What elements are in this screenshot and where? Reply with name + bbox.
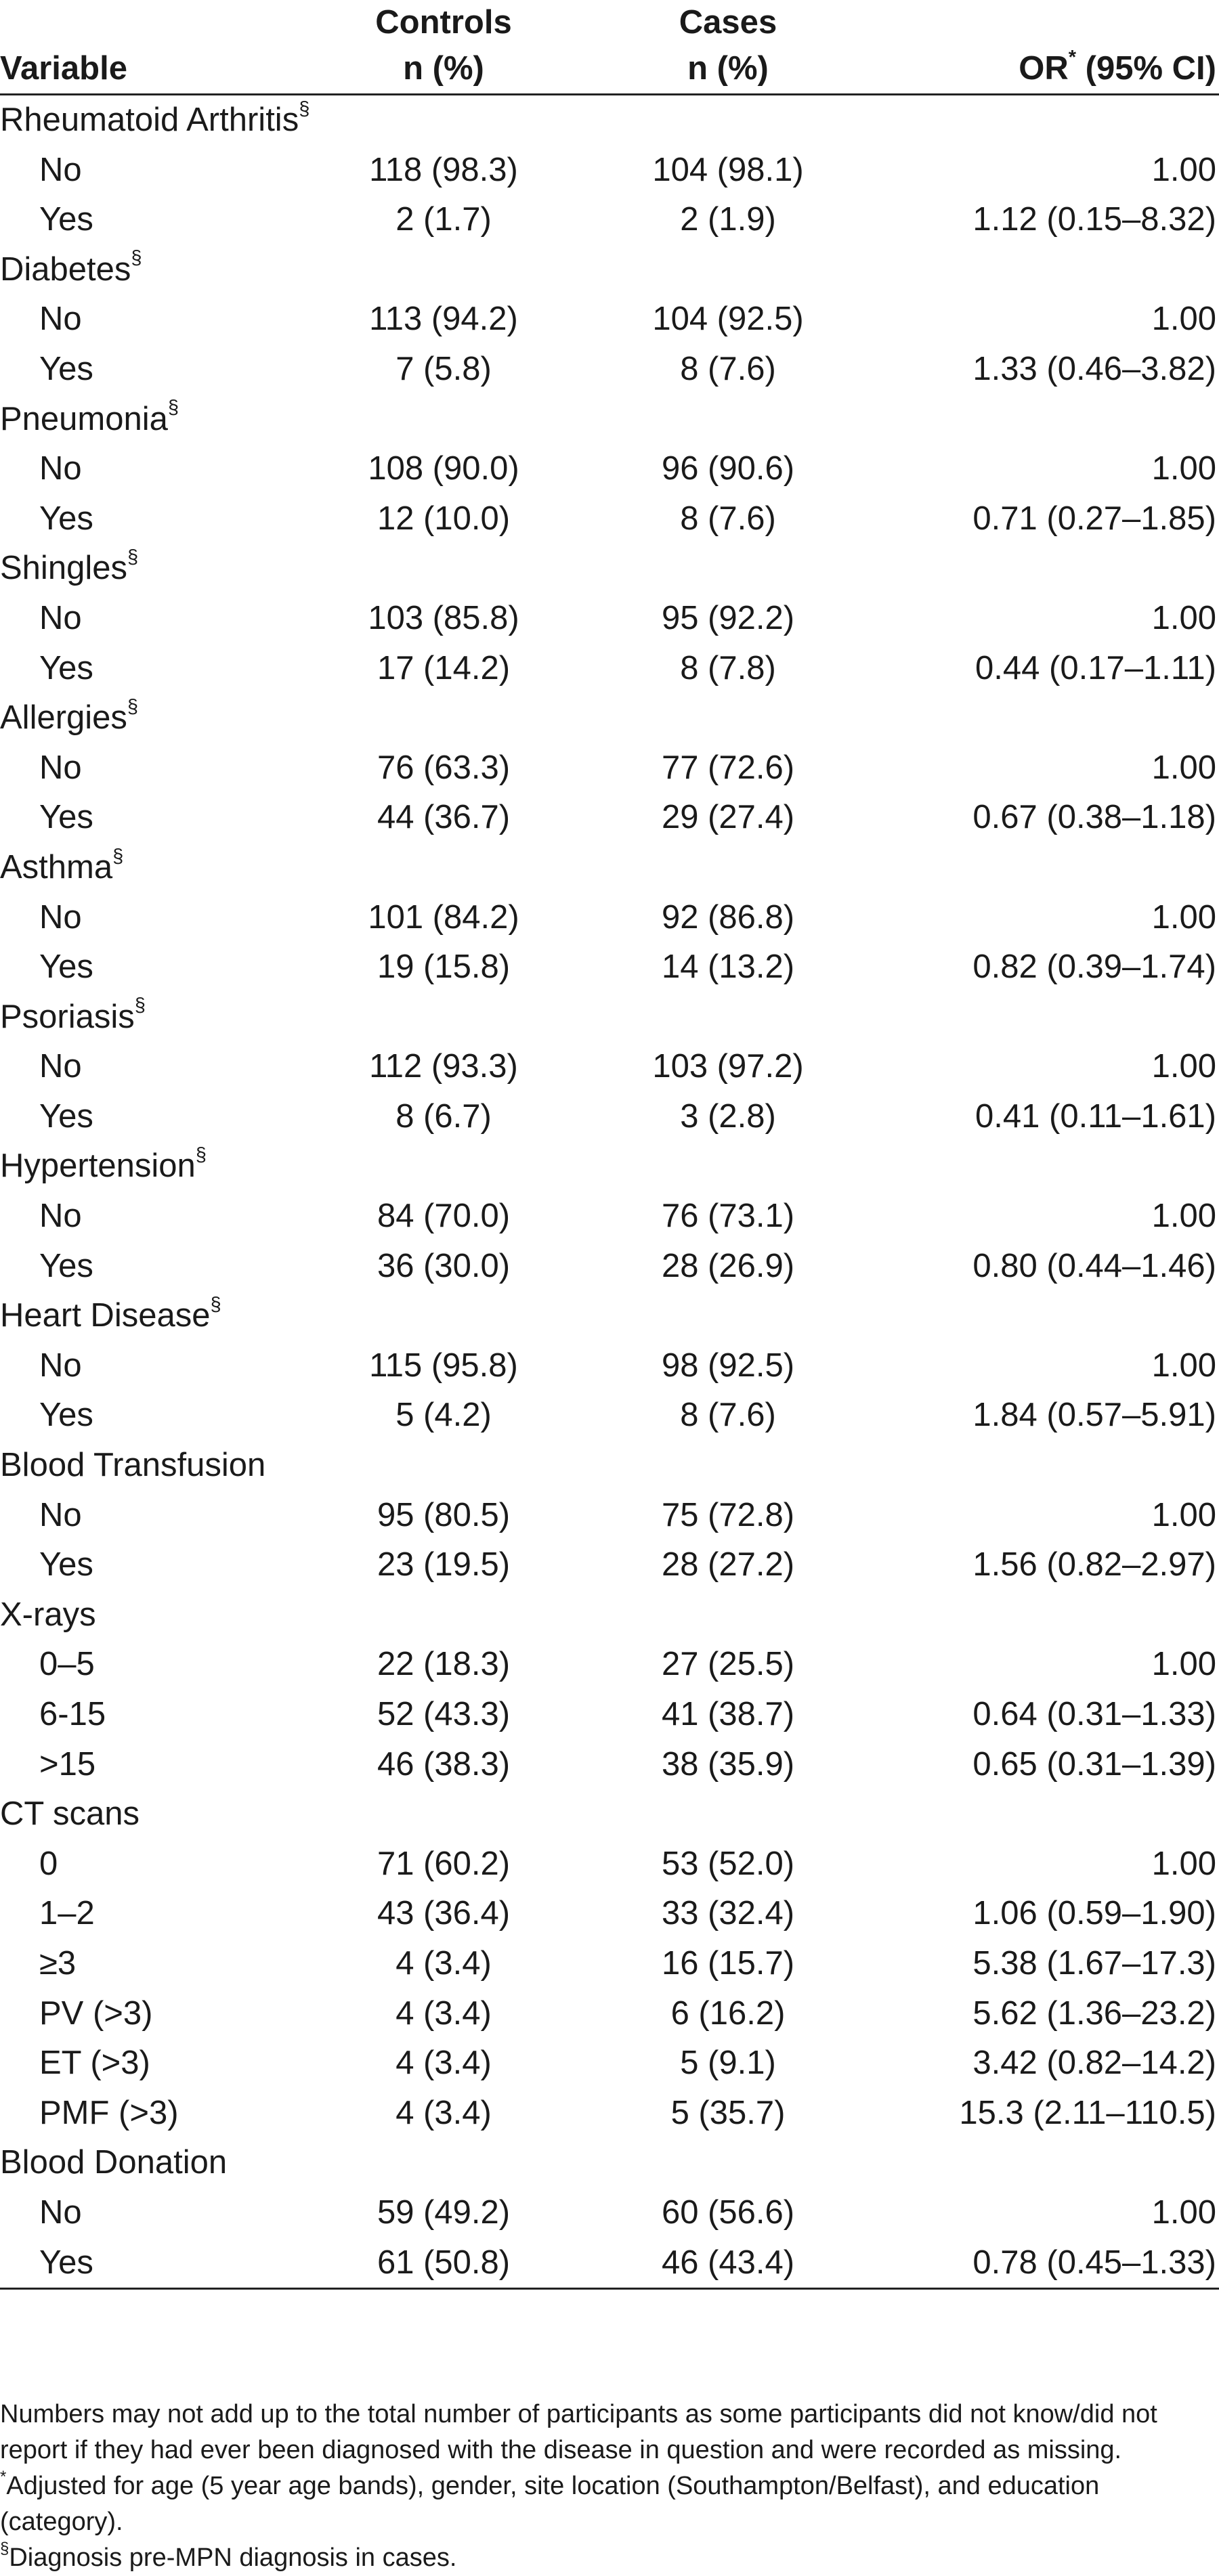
- group-label: Blood Transfusion: [0, 1447, 266, 1484]
- controls-cell: 19 (15.8): [377, 948, 511, 986]
- cases-cell: 5 (35.7): [670, 2094, 786, 2131]
- or-cell: 0.41 (0.11–1.61): [975, 1097, 1216, 1135]
- row-label: No: [39, 599, 82, 636]
- table-footnotes: [0, 2397, 1212, 2576]
- group-row: [0, 544, 1219, 594]
- or-cell: 0.71 (0.27–1.85): [972, 500, 1216, 537]
- cases-cell: 28 (27.2): [661, 1546, 795, 1584]
- table-row: [0, 195, 1219, 245]
- table-row: [0, 1889, 1219, 1939]
- footnote-section-mark: §: [0, 2539, 9, 2558]
- table-row: [0, 893, 1219, 943]
- controls-cell: 5 (4.2): [395, 1397, 492, 1434]
- footnote-adjusted: [0, 2468, 1212, 2540]
- header-or-footnote-mark: *: [1068, 46, 1077, 68]
- or-cell: 1.84 (0.57–5.91): [972, 1397, 1216, 1434]
- group-label: Diabetes: [0, 250, 131, 288]
- table-row: [0, 1540, 1219, 1590]
- controls-cell: 4 (3.4): [395, 2045, 492, 2082]
- row-label: No: [39, 301, 82, 338]
- table-row: [0, 1341, 1219, 1391]
- group-label: Asthma: [0, 848, 113, 886]
- controls-cell: 4 (3.4): [395, 1944, 492, 1982]
- table-row: [0, 793, 1219, 843]
- table-row: [0, 942, 1219, 992]
- or-cell: 1.00: [1151, 1048, 1216, 1085]
- group-footnote-mark: §: [112, 845, 124, 867]
- cases-cell: 76 (73.1): [661, 1198, 795, 1235]
- cases-cell: 104 (98.1): [652, 151, 804, 188]
- or-cell: 1.33 (0.46–3.82): [972, 350, 1216, 387]
- row-label: 0: [39, 1845, 58, 1882]
- footnote-star-text: Adjusted for age (5 year age bands), gender, site location (Southampton/Belfast), and education (category).: [0, 2472, 1100, 2536]
- header-or: [887, 45, 1219, 95]
- cases-cell: 41 (38.7): [661, 1696, 795, 1732]
- cases-cell: 92 (86.8): [661, 898, 795, 936]
- table-row: [0, 1042, 1219, 1092]
- group-row: [0, 245, 1219, 295]
- controls-cell: 22 (18.3): [377, 1646, 511, 1683]
- cases-cell: 103 (97.2): [652, 1048, 804, 1085]
- row-label: No: [39, 2193, 82, 2231]
- table-row: [0, 146, 1219, 196]
- group-row: [0, 843, 1219, 893]
- table-row: [0, 1839, 1219, 1890]
- cases-cell: 5 (9.1): [680, 2045, 776, 2082]
- controls-cell: 23 (19.5): [377, 1546, 511, 1584]
- row-label: Yes: [39, 1397, 93, 1434]
- controls-cell: 118 (98.3): [369, 151, 518, 188]
- table-row: [0, 2089, 1219, 2139]
- group-label-cell: [0, 1441, 1219, 1491]
- group-row: [0, 395, 1219, 445]
- footnote-missing: Numbers may not add up to the total number of participants as some participants did not know/did not report if they had ever been diagnosed with the disease in question and were recorded as missing.: [0, 2400, 1157, 2464]
- group-label-cell: [0, 1291, 1219, 1341]
- row-label: PV (>3): [39, 1994, 153, 2032]
- cases-cell: 28 (26.9): [661, 1247, 795, 1284]
- group-label: Shingles: [0, 550, 127, 587]
- group-label: CT scans: [0, 1795, 140, 1833]
- table-row: [0, 1192, 1219, 1242]
- row-label: 1–2: [39, 1895, 95, 1932]
- controls-cell: 61 (50.8): [318, 2238, 569, 2289]
- controls-cell: 115 (95.8): [369, 1347, 518, 1384]
- group-label: Blood Donation: [0, 2144, 228, 2181]
- row-label: Yes: [39, 201, 93, 238]
- cases-cell: 38 (35.9): [661, 1745, 795, 1783]
- row-label: No: [39, 749, 82, 786]
- cases-cell: 75 (72.8): [661, 1496, 795, 1533]
- or-cell: 1.06 (0.59–1.90): [972, 1895, 1216, 1932]
- group-footnote-mark: §: [134, 995, 146, 1017]
- or-cell: 5.38 (1.67–17.3): [972, 1944, 1216, 1982]
- row-label: No: [39, 1048, 82, 1085]
- controls-cell: 4 (3.4): [395, 2094, 492, 2131]
- controls-cell: 43 (36.4): [377, 1895, 511, 1932]
- row-label: Yes: [39, 350, 93, 387]
- or-cell: 1.00: [1151, 1496, 1216, 1533]
- cases-cell: 8 (7.8): [680, 649, 776, 686]
- table-row: [0, 345, 1219, 395]
- row-label: PMF (>3): [39, 2094, 179, 2131]
- row-label: Yes: [39, 1546, 93, 1584]
- or-cell: 0.64 (0.31–1.33): [972, 1696, 1216, 1732]
- row-label: Yes: [39, 500, 93, 537]
- table-row: [0, 1092, 1219, 1142]
- table-row: [0, 1740, 1219, 1790]
- or-cell: 0.44 (0.17–1.11): [975, 649, 1216, 686]
- cases-cell: 16 (15.7): [661, 1944, 795, 1982]
- group-label: Pneumonia: [0, 400, 168, 437]
- group-label-cell: [0, 544, 1219, 594]
- cases-cell: 98 (92.5): [661, 1347, 795, 1384]
- cases-cell: 104 (92.5): [652, 301, 804, 338]
- group-label: Psoriasis: [0, 998, 135, 1035]
- table-header: [0, 0, 1219, 95]
- controls-cell: 12 (10.0): [377, 500, 511, 537]
- table-row: [0, 444, 1219, 494]
- group-label: Allergies: [0, 699, 127, 737]
- group-row: [0, 2138, 1219, 2188]
- or-cell: 1.00: [1151, 898, 1216, 936]
- table-row: [0, 1690, 1219, 1740]
- footnote-section-text: Diagnosis pre-MPN diagnosis in cases.: [9, 2544, 457, 2572]
- row-label: Yes: [39, 948, 93, 986]
- table-row: [0, 743, 1219, 793]
- group-row: [0, 1590, 1219, 1640]
- group-label-cell: [0, 1789, 1219, 1839]
- table-row: [0, 294, 1219, 345]
- group-footnote-mark: §: [127, 546, 139, 569]
- controls-cell: 71 (60.2): [377, 1845, 511, 1882]
- controls-cell: 36 (30.0): [377, 1247, 511, 1284]
- header-or-ci: (95% CI): [1085, 50, 1216, 87]
- table-row: [0, 1989, 1219, 2039]
- group-label: Heart Disease: [0, 1297, 211, 1334]
- row-label: ET (>3): [39, 2045, 150, 2082]
- table-row: [0, 1939, 1219, 1989]
- group-label: Rheumatoid Arthritis: [0, 102, 299, 138]
- row-label: >15: [39, 1745, 96, 1783]
- group-footnote-mark: §: [167, 397, 179, 419]
- cases-cell: 33 (32.4): [661, 1895, 795, 1932]
- table-row: [0, 2188, 1219, 2238]
- controls-cell: 52 (43.3): [377, 1696, 511, 1732]
- table-row: [0, 1640, 1219, 1690]
- or-cell: 5.62 (1.36–23.2): [972, 1994, 1216, 2032]
- or-cell: 0.67 (0.38–1.18): [972, 799, 1216, 836]
- cases-cell: 6 (16.2): [670, 1994, 786, 2032]
- or-cell: 0.65 (0.31–1.39): [972, 1745, 1216, 1783]
- controls-cell: 101 (84.2): [368, 898, 519, 936]
- controls-cell: 95 (80.5): [377, 1496, 511, 1533]
- row-label: Yes: [39, 1247, 93, 1284]
- cases-cell: 14 (13.2): [661, 948, 795, 986]
- or-cell: 1.00: [1151, 1347, 1216, 1384]
- group-label-cell: [0, 95, 1219, 146]
- row-label: No: [39, 450, 82, 487]
- header-cases: Cases: [679, 4, 777, 41]
- row-label: Yes: [0, 2238, 318, 2289]
- controls-cell: 4 (3.4): [395, 1994, 492, 2032]
- cases-cell: 27 (25.5): [661, 1646, 795, 1683]
- group-row: [0, 693, 1219, 743]
- controls-cell: 76 (63.3): [377, 749, 511, 786]
- group-footnote-mark: §: [299, 97, 310, 120]
- group-label-cell: [0, 395, 1219, 445]
- cases-cell: 53 (52.0): [661, 1845, 795, 1882]
- or-cell: 1.00: [1151, 151, 1216, 188]
- controls-cell: 2 (1.7): [395, 201, 492, 238]
- table-row: [0, 1391, 1219, 1441]
- header-variable: Variable: [0, 45, 318, 95]
- group-row: [0, 1441, 1219, 1491]
- header-controls-unit: n (%): [318, 45, 569, 95]
- row-label: No: [39, 1496, 82, 1533]
- group-label-cell: [0, 1141, 1219, 1192]
- controls-cell: 59 (49.2): [377, 2193, 511, 2231]
- or-cell: 1.00: [1151, 450, 1216, 487]
- controls-cell: 108 (90.0): [368, 450, 519, 487]
- or-cell: 15.3 (2.11–110.5): [959, 2094, 1216, 2131]
- or-cell: 0.82 (0.39–1.74): [972, 948, 1216, 986]
- table-row: [0, 594, 1219, 644]
- group-label-cell: [0, 693, 1219, 743]
- group-footnote-mark: §: [131, 247, 142, 269]
- cases-cell: 95 (92.2): [661, 599, 795, 636]
- row-label: 0–5: [39, 1646, 95, 1683]
- controls-cell: 7 (5.8): [395, 350, 492, 387]
- controls-cell: 44 (36.7): [377, 799, 511, 836]
- table-body: [0, 95, 1219, 2289]
- cases-cell: 2 (1.9): [680, 201, 776, 238]
- row-label: No: [39, 151, 82, 188]
- or-cell: 0.78 (0.45–1.33): [887, 2238, 1219, 2289]
- group-row: [0, 1789, 1219, 1839]
- cases-cell: 3 (2.8): [680, 1097, 776, 1135]
- controls-cell: 17 (14.2): [377, 649, 511, 686]
- group-label: X-rays: [0, 1596, 96, 1633]
- controls-cell: 112 (93.3): [369, 1048, 518, 1085]
- cases-cell: 29 (27.4): [661, 799, 795, 836]
- or-cell: 1.56 (0.82–2.97): [972, 1546, 1216, 1584]
- group-label: Hypertension: [0, 1148, 196, 1185]
- controls-cell: 8 (6.7): [395, 1097, 492, 1135]
- controls-cell: 113 (94.2): [369, 301, 518, 338]
- group-label-cell: [0, 992, 1219, 1043]
- row-label: No: [39, 1198, 82, 1235]
- header-or-label: OR: [1019, 50, 1069, 87]
- row-label: Yes: [39, 1097, 93, 1135]
- or-cell: 1.00: [1151, 1845, 1216, 1882]
- cases-cell: 8 (7.6): [680, 1397, 776, 1434]
- or-cell: 1.12 (0.15–8.32): [972, 201, 1216, 238]
- group-footnote-mark: §: [195, 1144, 207, 1166]
- or-cell: 1.00: [1151, 301, 1216, 338]
- row-label: Yes: [39, 799, 93, 836]
- row-label: 6-15: [39, 1696, 106, 1732]
- or-cell: 1.00: [1151, 599, 1216, 636]
- cases-cell: 96 (90.6): [661, 450, 795, 487]
- group-row: [0, 1141, 1219, 1192]
- or-cell: 1.00: [1151, 1646, 1216, 1683]
- table-row: [0, 2238, 1219, 2289]
- header-controls: Controls: [375, 4, 512, 41]
- row-label: Yes: [39, 649, 93, 686]
- or-cell: 0.80 (0.44–1.46): [972, 1247, 1216, 1284]
- footnote-diagnosis: [0, 2540, 1212, 2576]
- header-or-spacer: [887, 0, 1219, 45]
- row-label: No: [39, 1347, 82, 1384]
- group-label-cell: [0, 1590, 1219, 1640]
- cases-cell: 77 (72.6): [661, 749, 795, 786]
- group-row: [0, 992, 1219, 1043]
- or-cell: 1.00: [1151, 1198, 1216, 1235]
- group-footnote-mark: §: [127, 695, 139, 718]
- or-cell: 3.42 (0.82–14.2): [972, 2045, 1216, 2082]
- group-label-cell: [0, 2138, 1219, 2188]
- or-cell: 1.00: [1151, 2193, 1216, 2231]
- table-row: [0, 1242, 1219, 1292]
- controls-cell: 46 (38.3): [377, 1745, 511, 1783]
- group-row: [0, 1291, 1219, 1341]
- header-variable-spacer: [0, 0, 318, 45]
- group-label-cell: [0, 245, 1219, 295]
- controls-cell: 84 (70.0): [377, 1198, 511, 1235]
- group-footnote-mark: §: [210, 1293, 221, 1315]
- cases-cell: 46 (43.4): [569, 2238, 887, 2289]
- cases-cell: 8 (7.6): [680, 500, 776, 537]
- table-row: [0, 494, 1219, 544]
- or-cell: 1.00: [1151, 749, 1216, 786]
- group-label-cell: [0, 843, 1219, 893]
- table-row: [0, 644, 1219, 694]
- row-label: No: [39, 898, 82, 936]
- group-row: [0, 95, 1219, 146]
- controls-cell: 103 (85.8): [368, 599, 519, 636]
- cases-cell: 60 (56.6): [661, 2193, 795, 2231]
- footnote-star-mark: *: [0, 2468, 7, 2487]
- row-label: ≥3: [39, 1944, 77, 1982]
- cases-cell: 8 (7.6): [680, 350, 776, 387]
- table-row: [0, 2038, 1219, 2089]
- header-cases-unit: n (%): [569, 45, 887, 95]
- table-row: [0, 1491, 1219, 1541]
